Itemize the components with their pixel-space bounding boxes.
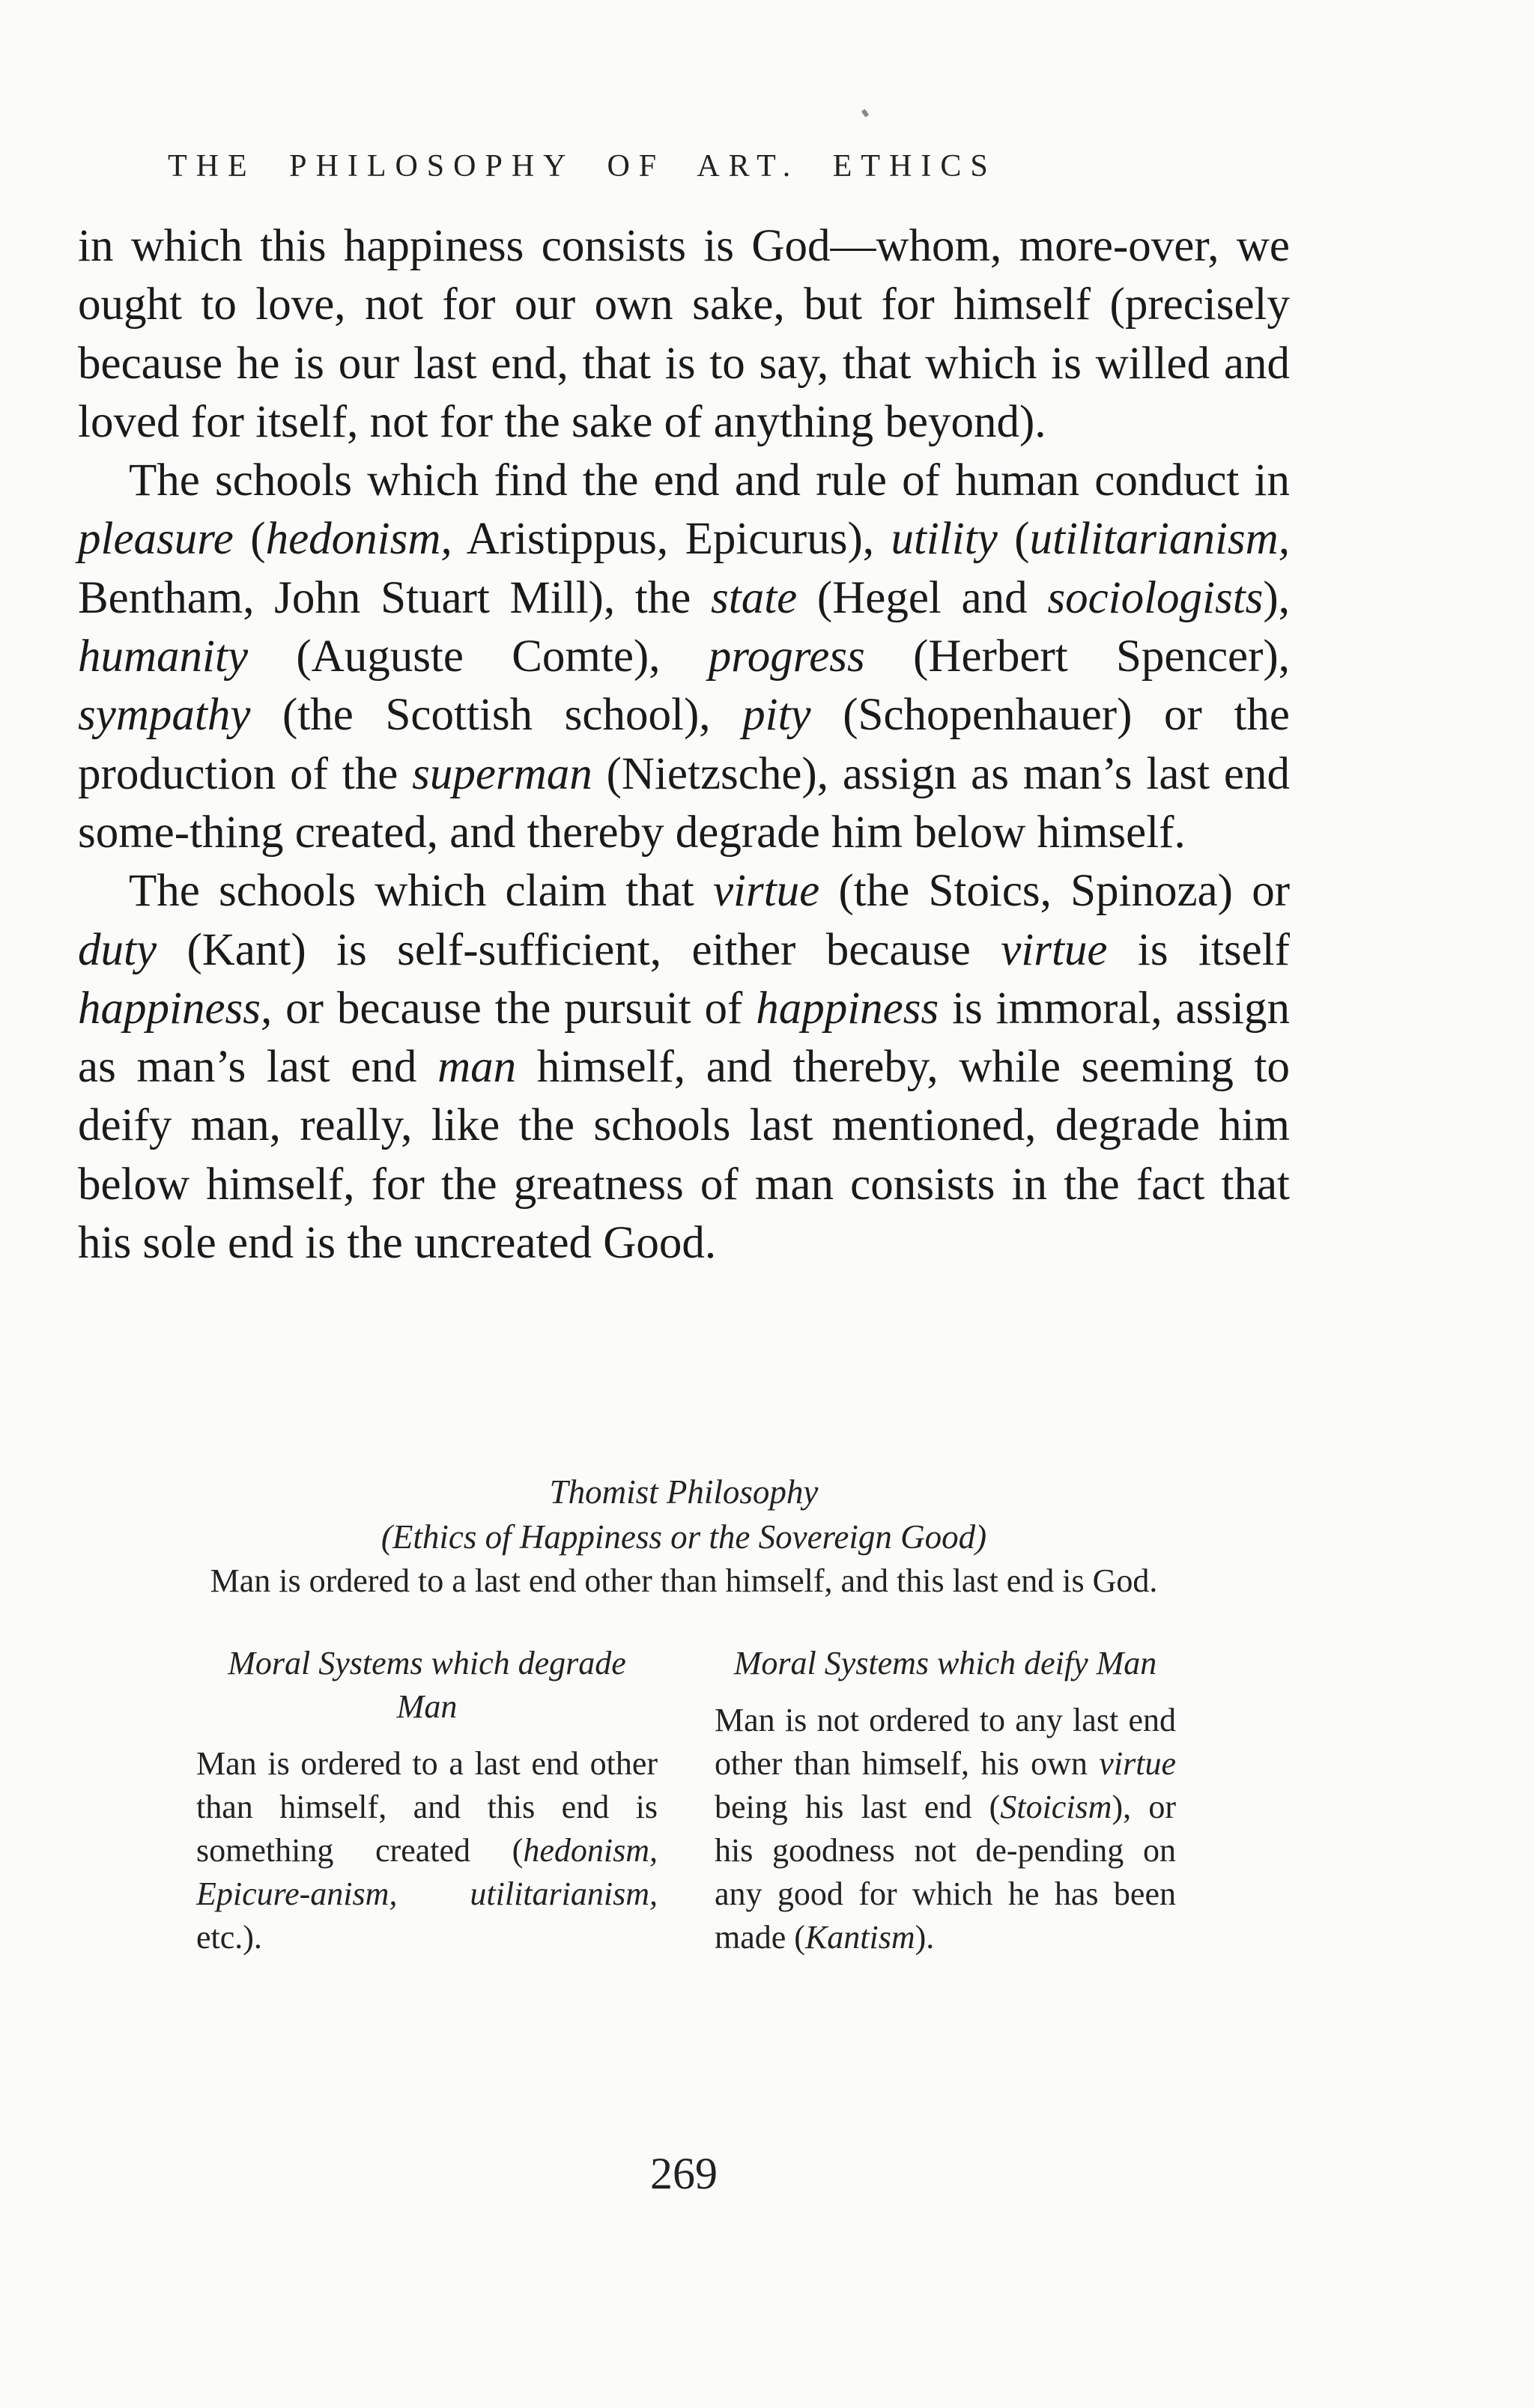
text-run: is itself	[1107, 924, 1290, 975]
column-degrade-text	[196, 1742, 658, 1959]
italic-text-run: duty	[78, 924, 157, 975]
italic-text-run: man	[437, 1042, 517, 1093]
column-deify-text	[715, 1699, 1176, 1959]
text-run: ),	[1263, 572, 1290, 623]
italic-text-run: pleasure	[78, 514, 234, 565]
text-run: himself, and thereby, while seeming to deify man, really, like the schools last mentioned, degrade him below himself, for the greatness of man consists in the fact that his sole end is the uncreated Good.	[78, 1042, 1290, 1269]
italic-text-run: happiness	[756, 983, 939, 1034]
italic-text-run: virtue	[1099, 1745, 1176, 1782]
paragraph-3	[78, 862, 1290, 1273]
text-run: ).	[915, 1919, 935, 1956]
italic-text-run: humanity	[78, 631, 249, 682]
text-run: is immoral, assign as man’s last end	[78, 983, 1290, 1093]
italic-text-run: hedonism, Epicure-anism, utilitarianism,	[196, 1832, 658, 1912]
text-run: Man is not ordered to any last end other than himself, his own	[715, 1702, 1176, 1782]
text-run: (Schopenhauer) or the production of the	[78, 690, 1290, 799]
text-run: (Auguste Comte),	[248, 631, 709, 682]
italic-text-run: Stoicism	[1000, 1789, 1112, 1825]
table-columns	[78, 1642, 1290, 2091]
italic-text-run: superman	[412, 748, 592, 799]
text-run: (	[997, 514, 1030, 565]
book-page	[78, 0, 1290, 2408]
table-statement: Man is ordered to a last end other than himself, and this last end is God.	[210, 1562, 1158, 1599]
text-run: Bentham, John Stuart Mill), the	[78, 572, 712, 623]
text-run: (the Scottish school),	[250, 690, 743, 741]
paragraph-2	[78, 452, 1290, 862]
text-run: ), or his goodness not de-pending on any good for which he has been made (	[715, 1789, 1176, 1956]
italic-text-run: hedonism,	[265, 514, 452, 565]
text-run: being his last end (	[715, 1789, 1001, 1825]
italic-text-run: progress	[708, 631, 865, 682]
column-degrade-heading: Moral Systems which degrade Man	[228, 1645, 626, 1725]
text-run: The schools which claim that	[129, 866, 713, 917]
text-run: (Kant) is self-sufficient, either because	[157, 924, 1001, 975]
text-run: (Herbert Spencer),	[864, 631, 1290, 682]
comparison-table	[78, 1470, 1290, 2091]
italic-text-run: virtue	[712, 866, 820, 917]
text-run: (Hegel and	[797, 572, 1048, 623]
italic-text-run: utility	[891, 514, 998, 565]
text-run: or because the pursuit of	[272, 983, 757, 1034]
table-subtitle: (Ethics of Happiness or the Sovereign Good)	[381, 1518, 987, 1556]
italic-text-run: sympathy	[78, 690, 251, 741]
page-number: 269	[650, 2149, 718, 2198]
text-run: etc.).	[196, 1919, 262, 1956]
text-run: The schools which find the end and rule of human conduct in	[129, 455, 1290, 506]
text-run: (	[233, 514, 266, 565]
italic-text-run: state	[711, 572, 798, 623]
italic-text-run: utilitarianism,	[1029, 514, 1290, 565]
table-title: Thomist Philosophy	[549, 1473, 819, 1511]
text-run: (the Stoics, Spinoza) or	[819, 866, 1291, 917]
body-text	[78, 217, 1290, 1273]
column-deify	[715, 1642, 1176, 1959]
italic-text-run: sociologists	[1047, 572, 1264, 623]
italic-text-run: Kantism	[804, 1919, 915, 1956]
text-run: in which this happiness consists is God—whom, more-over, we ought to love, not for our own sake, but for himself (precisely because he is our last end, that is to say, that which is willed and loved for itself, not for the sake of anything beyond).	[78, 221, 1290, 447]
text-run: Man is ordered to a last end other than himself, and this end is something created (	[196, 1745, 658, 1869]
paragraph-1	[78, 217, 1290, 452]
text-run: Aristippus, Epicurus),	[452, 514, 891, 565]
column-degrade	[196, 1642, 658, 1959]
running-head: THE PHILOSOPHY OF ART. ETHICS	[168, 149, 997, 184]
italic-text-run: virtue	[1001, 924, 1108, 975]
column-deify-heading: Moral Systems which deify Man	[733, 1645, 1157, 1681]
italic-text-run: happiness,	[78, 983, 273, 1034]
italic-text-run: pity	[742, 690, 811, 741]
ink-speck	[861, 109, 870, 118]
text-run: (Nietzsche), assign as man’s last end some-thing created, and thereby degrade him below himself.	[78, 748, 1290, 858]
